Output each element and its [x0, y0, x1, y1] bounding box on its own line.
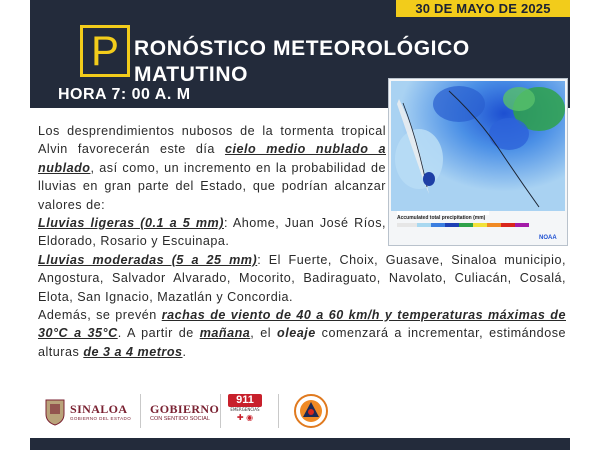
sinaloa-seal-icon [44, 396, 66, 426]
footer-bar [30, 438, 570, 450]
gobierno-logo-subtext: CON SENTIDO SOCIAL [150, 416, 210, 422]
gobierno-logo-text: GOBIERNO [150, 402, 220, 416]
swell-label: oleaje [277, 326, 316, 341]
p3-text-a: Además, se prevén [38, 308, 162, 323]
light-rain-line [38, 214, 386, 251]
civil-protection-emblem-icon [294, 394, 328, 428]
forecast-paragraph-3 [38, 308, 566, 359]
forecast-hour: HORA 7: 00 A. M [58, 86, 191, 103]
title-initial-box: P [80, 25, 130, 77]
wind-temperature: rachas de viento de 40 a 60 km/h y temperaturas máximas de 30°C a 35°C [38, 308, 566, 341]
p3-text-g: comenzará a incrementar, estimándose alturas [38, 326, 566, 359]
map-legend-title: Accumulated total precipitation (mm) [397, 215, 486, 221]
p3-text-i: . [182, 344, 187, 359]
p3-text-e: , el [250, 326, 277, 341]
emergency-cross-icon: ✚ ◉ [236, 413, 254, 422]
sinaloa-logo-text: SINALOA [70, 402, 128, 416]
moderate-rain-locations: : El Fuerte, Choix, Guasave, Sinaloa municipio, Angostura, Salvador Alvarado, Mocorito, Badiraguato, Navolato, Culiacán, Cosalá, Elota, San Ignacio, Mazatlán y Concordia. [38, 252, 566, 304]
moderate-rain-label: Lluvias moderadas (5 a 25 mm) [38, 252, 258, 267]
tomorrow-label: mañana [199, 326, 251, 341]
emergency-number: 911 [228, 394, 262, 407]
wave-height: de 3 a 4 metros [83, 344, 183, 359]
forecast-text [38, 122, 566, 361]
light-rain-locations: : Ahome, Juan José Ríos, Eldorado, Rosario y Escuinapa. [38, 216, 386, 249]
footer-divider [140, 394, 141, 428]
p1-text-c: , así como, un incremento en la probabilidad de lluvias en gran parte del Estado, que podrían alcanzar valores de: [38, 160, 386, 212]
footer-logos [40, 390, 340, 432]
map-credit: NOAA [539, 235, 557, 241]
title-line-1: RONÓSTICO METEOROLÓGICO [134, 37, 470, 60]
p1-text-a: Los desprendimientos nubosos de la tormenta tropical Alvin favorecerán este día [38, 124, 386, 157]
forecast-paragraph-1 [38, 122, 386, 214]
light-rain-label: Lluvias ligeras (0.1 a 5 mm) [38, 216, 224, 231]
date-label: 30 DE MAYO DE 2025 [396, 0, 570, 17]
sinaloa-logo-subtext: GOBIERNO DEL ESTADO [70, 416, 132, 421]
p3-text-c: . A partir de [117, 326, 200, 341]
emergency-label: EMERGENCIAS [230, 407, 260, 412]
emergency-911-logo [228, 394, 262, 428]
sky-condition: cielo medio nublado a nublado [38, 142, 386, 175]
footer-divider [278, 394, 279, 428]
moderate-rain-line [38, 253, 566, 304]
footer-divider [220, 394, 221, 428]
title-line-2: MATUTINO [134, 63, 249, 86]
